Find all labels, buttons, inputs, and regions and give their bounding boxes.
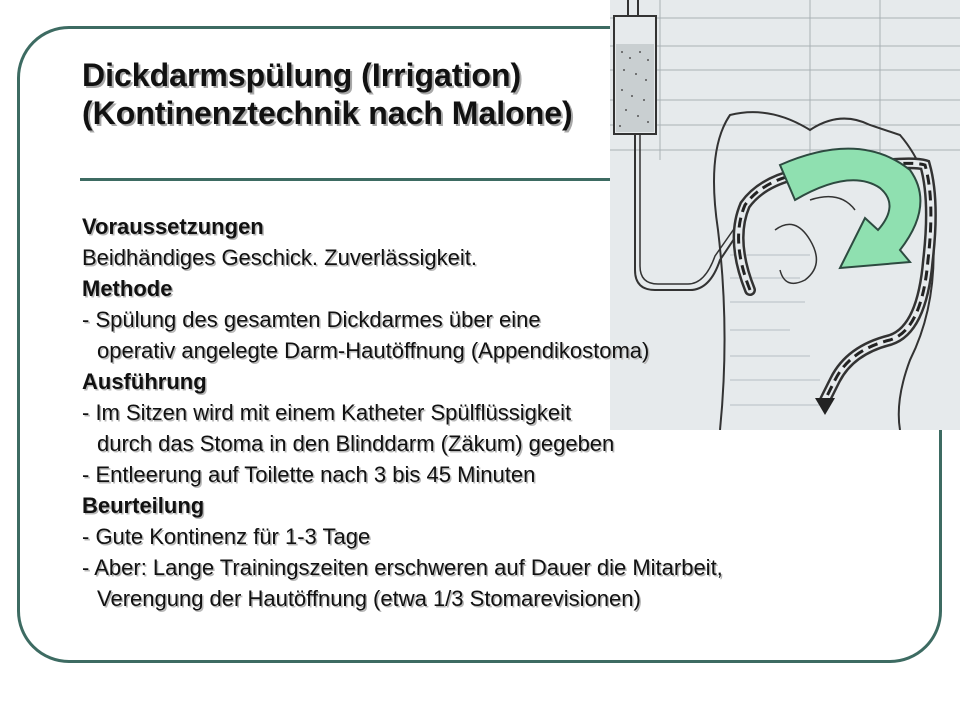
title-line-1: Dickdarmspülung (Irrigation) (82, 57, 522, 93)
section-heading-ausfuehrung: Ausführung (82, 369, 207, 394)
beurteilung-line-1: - Gute Kontinenz für 1-3 Tage (82, 524, 371, 549)
voraussetzungen-line-1: Beidhändiges Geschick. Zuverlässigkeit. (82, 245, 477, 270)
section-heading-voraussetzungen: Voraussetzungen (82, 214, 264, 239)
title-divider (80, 178, 620, 181)
ausfuehrung-line-3: - Entleerung auf Toilette nach 3 bis 45 Minuten (82, 462, 536, 487)
ausfuehrung-line-2: durch das Stoma in den Blinddarm (Zäkum) gegeben (97, 431, 615, 456)
title-line-2: (Kontinenztechnik nach Malone) (82, 95, 573, 131)
methode-line-1: - Spülung des gesamten Dickdarmes über eine (82, 307, 541, 332)
slide-title (82, 56, 573, 132)
section-heading-methode: Methode (82, 276, 173, 301)
green-curved-arrow (780, 149, 920, 268)
beurteilung-line-2: - Aber: Lange Trainingszeiten erschweren auf Dauer die Mitarbeit, (82, 555, 723, 580)
methode-line-2: operativ angelegte Darm-Hautöffnung (Appendikostoma) (97, 338, 650, 363)
ausfuehrung-line-1: - Im Sitzen wird mit einem Katheter Spülflüssigkeit (82, 400, 572, 425)
section-heading-beurteilung: Beurteilung (82, 493, 205, 518)
beurteilung-line-3: Verengung der Hautöffnung (etwa 1/3 Stomarevisionen) (97, 586, 641, 611)
slide-body (82, 211, 723, 614)
